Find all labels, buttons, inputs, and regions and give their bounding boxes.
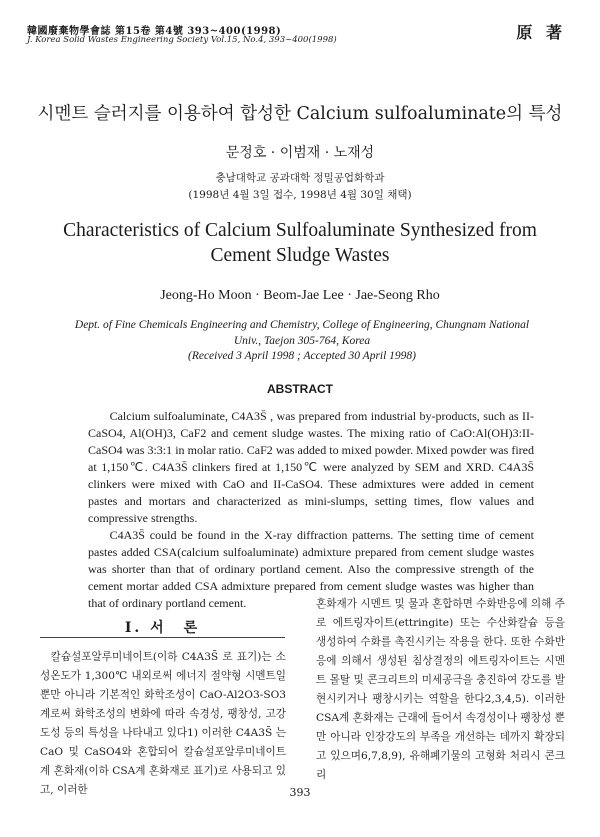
body-column-right [316, 595, 565, 785]
section-divider [40, 637, 285, 638]
authors-english: Jeong-Ho Moon · Beom-Jae Lee · Jae-Seong Rho [160, 288, 440, 303]
affiliation-english-dates: (Received 3 April 1998 ; Accepted 30 April 1998) [187, 350, 417, 362]
affiliation-english-dept: Dept. of Fine Chemicals Engineering and Chemistry, College of Engineering, Chungnam National [74, 319, 530, 331]
abstract-paragraph: Calcium sulfoaluminate, C4A3S̄ , was prepared from industrial by-products, such as II-CaSO4, Al(OH)3, CaF2 and cement sludge wastes. The mixing ratio of CaO:Al(OH)3:II-CaSO4 was 3:3:1 in molar ratio. CaF2 was added to mixed powder. Mixed powder was fired at 1,150℃. C4A3S̄ clinkers fired at 1,150℃ were analyzed by SEM and XRD. C4A3S̄ clinkers were mixed with CaO and II-CaSO4. These admixtures were added in cement pastes and mortars and characterized as mini-slumps, setting times, flow values and compressive strengths. [88, 409, 534, 525]
title-english [60, 218, 540, 268]
body-column-left [40, 648, 286, 800]
body-paragraph: 혼화재가 시멘트 및 물과 혼합하면 수화반응에 의해 주로 에트링자이트(ettringite) 또는 수산화칼슘 등을 생성하여 수화를 촉진시키는 작용을 한다. 또한 수화반응에 의해서 생성된 침상결정의 에트링자이트는 시멘트 몰탈 및 콘크리트의 미세공극을 충진하여 강도를 발현시키거나 팽창시키는 역할을 한다2,3,4,5). 이러한 CSA계 혼화재는 근래에 들어서 속경성이나 팽창성 뿐만 아니라 인장강도의 부족을 개선하는 데까지 확장되고 있으며6,7,8,9), 유해폐기물의 고형화 처리시 콘크리 [316, 598, 565, 781]
abstract-heading: ABSTRACT [267, 382, 333, 396]
affiliation-korean-dates: (1998년 4월 3일 접수, 1998년 4월 30일 채택) [188, 189, 412, 201]
title-english-line-1: Characteristics of Calcium Sulfoaluminate Synthesized from [63, 220, 537, 241]
abstract-body [88, 408, 534, 612]
affiliation-english [52, 318, 552, 365]
affiliation-korean [0, 170, 600, 204]
abstract-paragraph: C4A3S̄ could be found in the X-ray diffraction patterns. The setting time of cement pastes added CSA(calcium sulfoaluminate) admixture prepared from cement sludge wastes was shorter than that of ordinary portland cement. Also the compressive strength of the cement mortar added CSA admixture prepared from cement sludge wastes was higher than that of ordinary portland cement. [88, 528, 534, 610]
affiliation-korean-dept: 충남대학교 공과대학 정밀공업화학과 [215, 172, 385, 184]
journal-name-korean: 韓國廢棄物學會誌 第15卷 第4號 393~400(1998) [27, 26, 282, 37]
article-type-badge: 原 著 [516, 23, 566, 42]
page-number: 393 [289, 786, 311, 799]
affiliation-english-address: Univ., Taejon 305-764, Korea [233, 334, 371, 347]
body-paragraph: 칼슘설포알루미네이트(이하 C4A3S̄ 로 표기)는 소성온도가 1,300℃ 내외로써 에너지 절약형 시멘트일뿐만 아니라 기본적인 화학조성이 CaO-Al2O3-SO3계로써 화학조성의 변화에 따라 속경성, 팽창성, 고강도성 등의 특성을 나타내고 있다1) 이러한 C4A3S̄ 는 CaO 및 CaSO4와 혼합되어 칼슘설포알루미네이트계 혼화재(이하 CSA계 혼화재로 표기)로 사용되고 있고, 이러한 [40, 651, 286, 796]
authors-korean: 문정호 · 이범재 · 노재성 [225, 145, 375, 161]
title-korean: 시멘트 슬러지를 이용하여 합성한 Calcium sulfoaluminate의 특성 [37, 104, 563, 124]
title-english-line-2: Cement Sludge Wastes [210, 245, 390, 266]
journal-name-english: J. Korea Solid Wastes Engineering Society Vol.15, No.4, 393~400(1998) [27, 35, 337, 45]
section-heading-introduction: Ⅰ. 서 론 [124, 620, 201, 636]
